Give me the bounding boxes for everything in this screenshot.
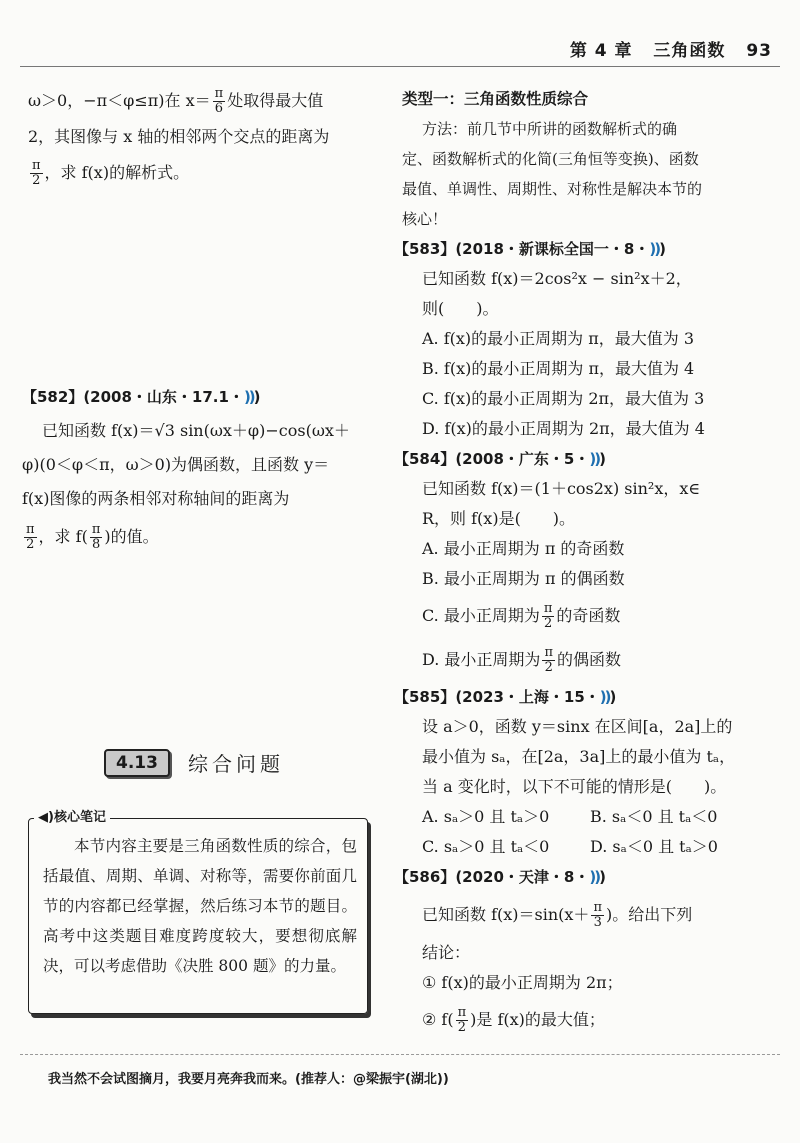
question-text: 设 a＞0，函数 y＝sinx 在区间[a，2a]上的: [422, 717, 733, 736]
right-column: [394, 80, 780, 1042]
section-badge: 4.13: [104, 749, 170, 777]
fraction: $\frac{\pi}{2}$: [26, 522, 35, 552]
header-divider: [20, 66, 780, 67]
question-582: [22, 382, 382, 552]
option-c: C. f(x)的最小正周期为 2π，最大值为 3: [422, 389, 705, 408]
footer-quote: 我当然不会试图摘月，我要月亮奔我而来。(推荐人：@梁振宇(湖北)): [48, 1072, 449, 1087]
option-d: D. 最小正周期为 $\frac{\pi}{2}$ 的偶函数: [422, 645, 621, 675]
question-text: 最小值为 sₐ，在[2a，3a]上的最小值为 tₐ，: [422, 747, 736, 766]
option-b: B. sₐ＜0 且 tₐ＜0: [590, 807, 718, 826]
question-text: φ)(0＜φ＜π，ω＞0)为偶函数，且函数 y＝: [22, 455, 330, 474]
option-b: B. f(x)的最小正周期为 π，最大值为 4: [422, 359, 695, 378]
page-number: 93: [746, 41, 772, 61]
question-header: 【586】(2020・天津・8・))): [394, 868, 606, 886]
type-title: 类型一：三角函数性质综合: [402, 90, 589, 108]
fraction: $\frac{\pi}{8}$: [91, 522, 101, 552]
difficulty-icon: )): [589, 868, 600, 886]
fraction: $\frac{\pi}{3}$: [593, 900, 602, 930]
core-note-box: [28, 818, 368, 1014]
fraction: $\frac{\pi}{6}$: [214, 86, 224, 116]
question-584: [394, 444, 780, 682]
method-text: 方法：前几节中所讲的函数解析式的确: [422, 120, 678, 138]
option-a: A. f(x)的最小正周期为 π，最大值为 3: [422, 329, 695, 348]
page-header: [556, 36, 772, 61]
question-header: 【583】(2018・新课标全国一・8・))): [394, 240, 666, 258]
question-text: 结论：: [422, 943, 471, 962]
question-text: 已知函数 f(x)＝2cos²x − sin²x＋2，: [422, 269, 692, 288]
method-text: 最值、单调性、周期性、对称性是解决本节的: [402, 180, 703, 198]
option-c: C. 最小正周期为 $\frac{\pi}{2}$ 的奇函数: [422, 601, 621, 631]
question-text: $\frac{\pi}{2}$ ，求 f( $\frac{\pi}{8}$ )的值。: [26, 522, 159, 552]
question-text: 已知函数 f(x)＝√3 sin(ωx＋φ)−cos(ωx＋: [42, 421, 350, 440]
question-text: 已知函数 f(x)＝sin(x＋ $\frac{\pi}{3}$ )。给出下列: [422, 900, 693, 930]
core-note-label: ◀)核心笔记: [34, 806, 110, 825]
difficulty-icon: )): [243, 388, 254, 406]
difficulty-icon: )): [589, 450, 600, 468]
method-text: 核心！: [402, 210, 448, 228]
question-text: f(x)图像的两条相邻对称轴间的距离为: [22, 489, 290, 508]
question-text: 已知函数 f(x)＝(1＋cos2x) sin²x，x∈: [422, 479, 701, 498]
question-586: [394, 862, 780, 1042]
fraction: $\frac{\pi}{2}$: [32, 158, 41, 188]
option-b: B. 最小正周期为 π 的偶函数: [422, 569, 625, 588]
option-c: C. sₐ＞0 且 tₐ＜0: [422, 837, 550, 856]
conclusion-1: ① f(x)的最小正周期为 2π；: [422, 973, 623, 992]
option-a: A. sₐ＞0 且 tₐ＞0: [422, 807, 550, 826]
chapter-title: 三角函数: [653, 41, 726, 61]
intro-line-2: 2，其图像与 x 轴的相邻两个交点的距离为: [28, 127, 330, 146]
fraction: $\frac{\pi}{2}$: [457, 1005, 467, 1035]
fraction: $\frac{\pi}{2}$: [543, 601, 553, 631]
question-header: 【584】(2008・广东・5・))): [394, 450, 606, 468]
option-a: A. 最小正周期为 π 的奇函数: [422, 539, 625, 558]
options-row: [402, 802, 780, 832]
question-text: R，则 f(x)是( )。: [422, 509, 576, 528]
footer-divider: [20, 1054, 780, 1055]
section-title: 综合问题: [187, 752, 284, 776]
question-585: [394, 682, 780, 862]
method-text: 定、函数解析式的化简(三角恒等变换)、函数: [402, 150, 699, 168]
question-header: 【582】(2008・山东・17.1・))): [22, 388, 261, 406]
conclusion-2: ② f( $\frac{\pi}{2}$ )是 f(x)的最大值；: [422, 1005, 605, 1035]
difficulty-icon: )): [599, 688, 610, 706]
options-row: [402, 832, 780, 862]
core-note-text: 本节内容主要是三角函数性质的综合，包括最值、周期、单调、对称等，需要你前面几节的内容都已经掌握，然后练习本节的题目。高考中这类题目难度跨度较大，要想彻底解决，可以考虑借助《决胜 800 题》的力量。: [43, 837, 357, 975]
chapter-label: 第 4 章: [569, 41, 633, 61]
difficulty-icon: )): [649, 240, 660, 258]
fraction: $\frac{\pi}{2}$: [544, 645, 553, 675]
option-d: D. f(x)的最小正周期为 2π，最大值为 4: [422, 419, 705, 438]
question-text: 当 a 变化时，以下不可能的情形是( )。: [422, 777, 727, 796]
option-d: D. sₐ＜0 且 tₐ＞0: [590, 837, 718, 856]
intro-line-1: ω＞0，−π＜φ≤π)在 x＝ $\frac{\pi}{6}$ 处取得最大值: [28, 86, 324, 116]
question-583: [394, 234, 780, 444]
intro-line-3: $\frac{\pi}{2}$ ，求 f(x)的解析式。: [32, 158, 190, 188]
question-header: 【585】(2023・上海・15・))): [394, 688, 617, 706]
question-text: 则( )。: [422, 299, 499, 318]
section-heading: [104, 748, 284, 777]
left-column: [22, 80, 380, 552]
